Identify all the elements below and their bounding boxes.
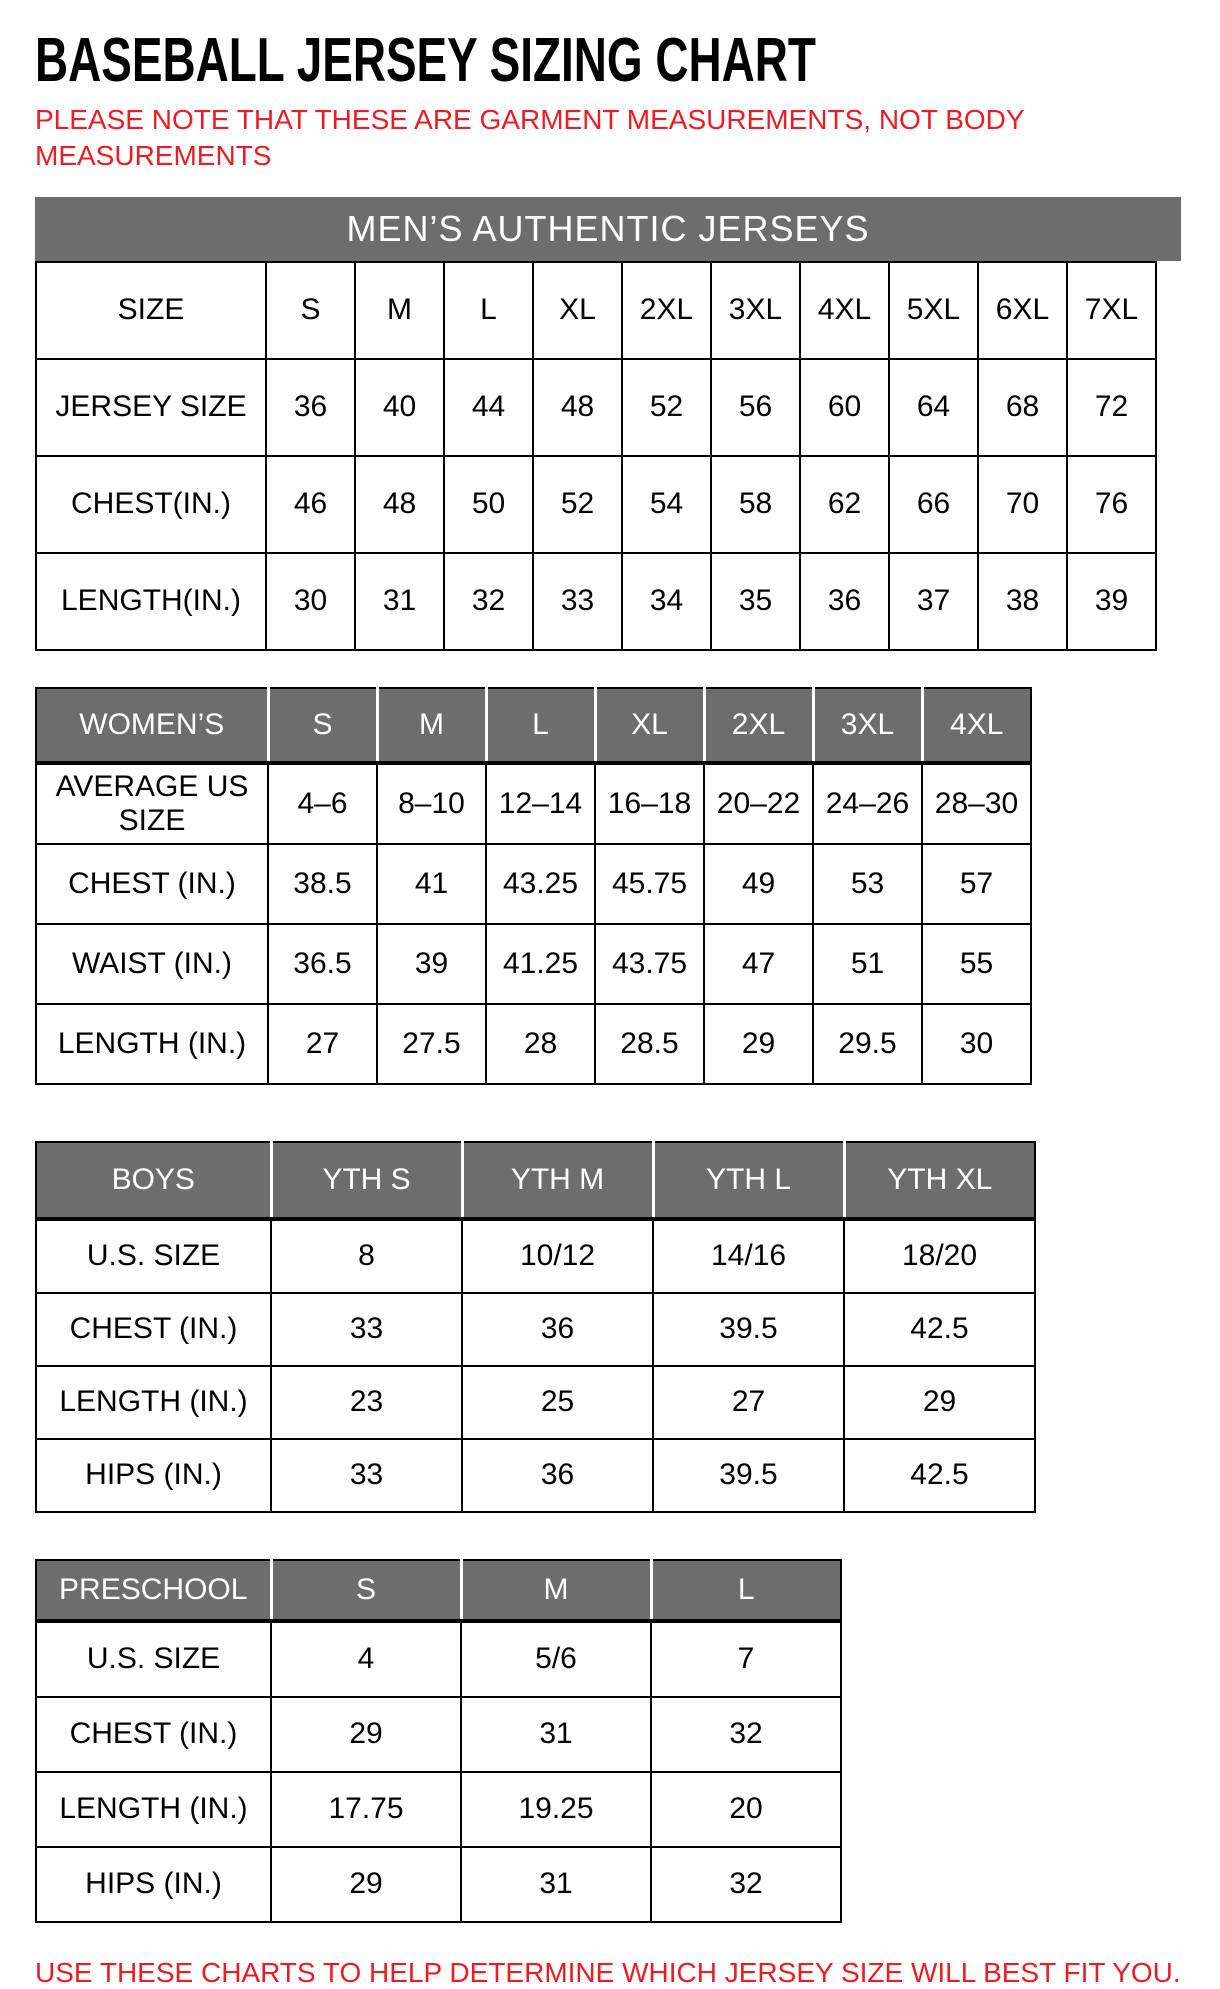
value-cell: 8	[271, 1219, 462, 1293]
value-cell: 36	[266, 359, 355, 456]
value-cell: 42.5	[844, 1439, 1035, 1512]
table-row	[36, 456, 1156, 553]
mens-table-block	[35, 197, 1200, 651]
value-cell: 52	[622, 359, 711, 456]
value-cell: 56	[711, 359, 800, 456]
value-cell: 17.75	[271, 1772, 461, 1847]
size-header-cell: XL	[595, 688, 704, 763]
value-cell: 41	[377, 844, 486, 924]
value-cell: 19.25	[461, 1772, 651, 1847]
value-cell: 33	[533, 553, 622, 650]
row-label-cell: SIZE	[36, 262, 266, 359]
boys-table-block	[35, 1141, 1200, 1513]
table-row	[36, 1366, 1035, 1439]
size-header-cell: YTH L	[653, 1142, 844, 1219]
row-label-cell: LENGTH (IN.)	[36, 1366, 271, 1439]
value-cell: 29	[271, 1697, 461, 1772]
value-cell: 36.5	[268, 924, 377, 1004]
value-cell: 30	[922, 1004, 1031, 1084]
value-cell: 39.5	[653, 1439, 844, 1512]
value-cell: 2XL	[622, 262, 711, 359]
value-cell: 36	[462, 1439, 653, 1512]
value-cell: S	[266, 262, 355, 359]
size-header-cell: L	[651, 1560, 841, 1621]
row-label-cell: CHEST(IN.)	[36, 456, 266, 553]
value-cell: 31	[461, 1847, 651, 1922]
value-cell: 53	[813, 844, 922, 924]
value-cell: 30	[266, 553, 355, 650]
boys-sizing-table	[35, 1141, 1036, 1513]
value-cell: 24–26	[813, 763, 922, 844]
value-cell: 31	[461, 1697, 651, 1772]
value-cell: 25	[462, 1366, 653, 1439]
row-label-cell: LENGTH (IN.)	[36, 1004, 268, 1084]
value-cell: 55	[922, 924, 1031, 1004]
value-cell: M	[355, 262, 444, 359]
value-cell: 54	[622, 456, 711, 553]
value-cell: 41.25	[486, 924, 595, 1004]
value-cell: 32	[651, 1847, 841, 1922]
size-header-cell: L	[486, 688, 595, 763]
value-cell: 20	[651, 1772, 841, 1847]
size-header-cell: YTH S	[271, 1142, 462, 1219]
table-row	[36, 1219, 1035, 1293]
value-cell: 23	[271, 1366, 462, 1439]
value-cell: 58	[711, 456, 800, 553]
table-title-cell: PRESCHOOL	[36, 1560, 271, 1621]
row-label-cell: JERSEY SIZE	[36, 359, 266, 456]
page-title: BASEBALL JERSEY SIZING CHART	[35, 26, 816, 95]
value-cell: 33	[271, 1293, 462, 1366]
value-cell: L	[444, 262, 533, 359]
table-row	[36, 1697, 841, 1772]
value-cell: 27.5	[377, 1004, 486, 1084]
table-row	[36, 924, 1031, 1004]
size-header-cell: 4XL	[922, 688, 1031, 763]
value-cell: 39	[1067, 553, 1156, 650]
value-cell: 4XL	[800, 262, 889, 359]
value-cell: 27	[268, 1004, 377, 1084]
value-cell: 5/6	[461, 1621, 651, 1697]
note-line-2: MEASUREMENTS	[35, 140, 272, 172]
value-cell: 48	[533, 359, 622, 456]
value-cell: 76	[1067, 456, 1156, 553]
value-cell: 6XL	[978, 262, 1067, 359]
value-cell: 49	[704, 844, 813, 924]
value-cell: 5XL	[889, 262, 978, 359]
value-cell: 28	[486, 1004, 595, 1084]
value-cell: 29	[844, 1366, 1035, 1439]
mens-table-banner: MEN’S AUTHENTIC JERSEYS	[35, 197, 1181, 261]
row-label-cell: AVERAGE US SIZE	[36, 763, 268, 844]
table-title-cell: BOYS	[36, 1142, 271, 1219]
table-row	[36, 1004, 1031, 1084]
value-cell: 33	[271, 1439, 462, 1512]
value-cell: 52	[533, 456, 622, 553]
value-cell: 18/20	[844, 1219, 1035, 1293]
value-cell: 7	[651, 1621, 841, 1697]
womens-sizing-table	[35, 687, 1032, 1085]
value-cell: 39	[377, 924, 486, 1004]
value-cell: 70	[978, 456, 1067, 553]
value-cell: 28.5	[595, 1004, 704, 1084]
value-cell: 20–22	[704, 763, 813, 844]
value-cell: 29	[704, 1004, 813, 1084]
value-cell: 38.5	[268, 844, 377, 924]
preschool-sizing-table	[35, 1559, 842, 1923]
table-row	[36, 1847, 841, 1922]
value-cell: 34	[622, 553, 711, 650]
womens-table-block	[35, 687, 1200, 1085]
size-header-cell: YTH XL	[844, 1142, 1035, 1219]
value-cell: 29.5	[813, 1004, 922, 1084]
size-header-cell: M	[461, 1560, 651, 1621]
garment-measurement-note	[35, 102, 1200, 175]
row-label-cell: U.S. SIZE	[36, 1621, 271, 1697]
table-header-row	[36, 688, 1031, 763]
value-cell: 62	[800, 456, 889, 553]
table-title-cell: WOMEN’S	[36, 688, 268, 763]
row-label-cell: HIPS (IN.)	[36, 1847, 271, 1922]
value-cell: 4–6	[268, 763, 377, 844]
value-cell: 29	[271, 1847, 461, 1922]
value-cell: 31	[355, 553, 444, 650]
table-row	[36, 553, 1156, 650]
table-header-row	[36, 1142, 1035, 1219]
value-cell: 43.25	[486, 844, 595, 924]
row-label-cell: CHEST (IN.)	[36, 1697, 271, 1772]
value-cell: 12–14	[486, 763, 595, 844]
value-cell: 47	[704, 924, 813, 1004]
value-cell: 50	[444, 456, 533, 553]
value-cell: 32	[444, 553, 533, 650]
mens-sizing-table	[35, 261, 1157, 651]
value-cell: 10/12	[462, 1219, 653, 1293]
preschool-table-block	[35, 1559, 1200, 1923]
table-row	[36, 1772, 841, 1847]
row-label-cell: CHEST (IN.)	[36, 1293, 271, 1366]
value-cell: 7XL	[1067, 262, 1156, 359]
row-label-cell: HIPS (IN.)	[36, 1439, 271, 1512]
value-cell: 3XL	[711, 262, 800, 359]
table-header-row	[36, 1560, 841, 1621]
row-label-cell: WAIST (IN.)	[36, 924, 268, 1004]
value-cell: 39.5	[653, 1293, 844, 1366]
table-row	[36, 1621, 841, 1697]
value-cell: 40	[355, 359, 444, 456]
value-cell: 16–18	[595, 763, 704, 844]
row-label-cell: LENGTH (IN.)	[36, 1772, 271, 1847]
value-cell: 45.75	[595, 844, 704, 924]
row-label-cell: LENGTH(IN.)	[36, 553, 266, 650]
size-header-cell: YTH M	[462, 1142, 653, 1219]
value-cell: 27	[653, 1366, 844, 1439]
value-cell: 14/16	[653, 1219, 844, 1293]
size-header-cell: S	[268, 688, 377, 763]
value-cell: 36	[462, 1293, 653, 1366]
table-row	[36, 844, 1031, 924]
size-header-cell: M	[377, 688, 486, 763]
size-header-cell: 3XL	[813, 688, 922, 763]
size-header-cell: 2XL	[704, 688, 813, 763]
value-cell: 57	[922, 844, 1031, 924]
size-header-cell: S	[271, 1560, 461, 1621]
value-cell: 32	[651, 1697, 841, 1772]
value-cell: 48	[355, 456, 444, 553]
value-cell: 66	[889, 456, 978, 553]
value-cell: 60	[800, 359, 889, 456]
value-cell: 8–10	[377, 763, 486, 844]
table-row	[36, 1439, 1035, 1512]
value-cell: 64	[889, 359, 978, 456]
value-cell: 43.75	[595, 924, 704, 1004]
note-line-1: PLEASE NOTE THAT THESE ARE GARMENT MEASUREMENTS, NOT BODY	[35, 104, 1025, 135]
value-cell: 68	[978, 359, 1067, 456]
table-row	[36, 262, 1156, 359]
value-cell: 72	[1067, 359, 1156, 456]
table-row	[36, 1293, 1035, 1366]
value-cell: 46	[266, 456, 355, 553]
value-cell: 37	[889, 553, 978, 650]
value-cell: 51	[813, 924, 922, 1004]
table-row	[36, 359, 1156, 456]
value-cell: 36	[800, 553, 889, 650]
footer-note: USE THESE CHARTS TO HELP DETERMINE WHICH JERSEY SIZE WILL BEST FIT YOU.	[35, 1956, 1181, 1988]
value-cell: 35	[711, 553, 800, 650]
value-cell: 4	[271, 1621, 461, 1697]
table-row	[36, 763, 1031, 844]
value-cell: XL	[533, 262, 622, 359]
row-label-cell: U.S. SIZE	[36, 1219, 271, 1293]
value-cell: 42.5	[844, 1293, 1035, 1366]
value-cell: 38	[978, 553, 1067, 650]
value-cell: 44	[444, 359, 533, 456]
row-label-cell: CHEST (IN.)	[36, 844, 268, 924]
value-cell: 28–30	[922, 763, 1031, 844]
